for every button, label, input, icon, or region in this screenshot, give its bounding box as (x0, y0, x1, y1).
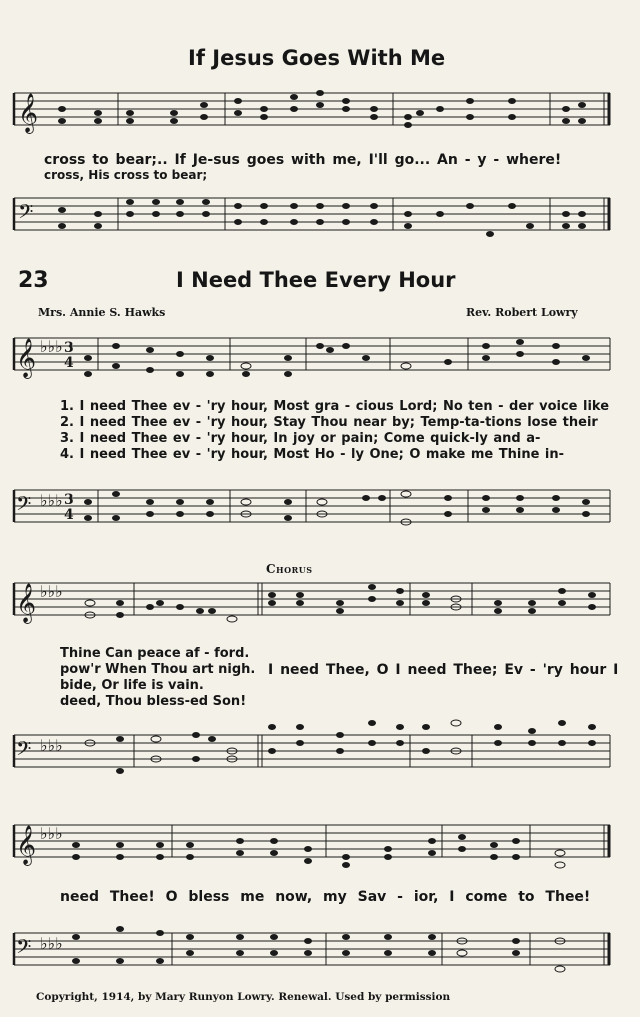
svg-text:𝄞: 𝄞 (16, 338, 37, 378)
verse2-line1: 2. I need Thee ev - 'ry hour, Stay Thou near by; Temp-ta-tions lose their (60, 415, 598, 430)
prev-hymn-lyric-line1: cross to bear;.. If Je-sus goes with me, I'll go... An - y - where! (44, 152, 562, 168)
hymn-title: I Need Thee Every Hour (176, 268, 456, 292)
svg-text:𝄞: 𝄞 (16, 825, 37, 865)
hymn-number: 23 (18, 268, 49, 293)
svg-text:♭♭♭: ♭♭♭ (40, 824, 63, 843)
verse2-line2: pow'r When Thou art nigh. (60, 662, 256, 677)
verse3-line2: bide, Or life is vain. (60, 678, 204, 693)
svg-text:♭♭♭: ♭♭♭ (40, 582, 63, 601)
prev-hymn-title: If Jesus Goes With Me (188, 46, 446, 70)
svg-text:4: 4 (64, 355, 74, 371)
chorus-line1: I need Thee, O I need Thee; Ev - 'ry hour I (268, 662, 619, 678)
prev-hymn-lyric-line2: cross, His cross to bear; (44, 168, 208, 182)
svg-text:𝄢: 𝄢 (16, 492, 32, 520)
svg-text:3: 3 (64, 492, 74, 508)
svg-text:♭♭♭: ♭♭♭ (40, 491, 63, 510)
verse4-line2: deed, Thou bless-ed Son! (60, 694, 247, 709)
hymn-author: Mrs. Annie S. Hawks (38, 306, 166, 319)
svg-text:𝄞: 𝄞 (16, 583, 37, 623)
verse4-line1: 4. I need Thee ev - 'ry hour, Most Ho - ly One; O make me Thine in- (60, 447, 565, 462)
svg-text:𝄢: 𝄢 (16, 935, 32, 963)
hymn-composer: Rev. Robert Lowry (466, 306, 578, 319)
svg-text:𝄢: 𝄢 (18, 200, 34, 228)
svg-text:3: 3 (64, 340, 74, 356)
verse1-line1: 1. I need Thee ev - 'ry hour, Most gra - cious Lord; No ten - der voice like (60, 399, 610, 414)
verse1-line2: Thine Can peace af - ford. (60, 646, 250, 661)
svg-text:♭♭♭: ♭♭♭ (40, 736, 63, 755)
chorus-label: Chorus (266, 562, 313, 576)
svg-text:♭♭♭: ♭♭♭ (40, 337, 63, 356)
svg-text:♭♭♭: ♭♭♭ (40, 934, 63, 953)
verse3-line1: 3. I need Thee ev - 'ry hour, In joy or pain; Come quick-ly and a- (60, 431, 541, 446)
chorus-line2: need Thee! O bless me now, my Sav - ior, I come to Thee! (60, 889, 591, 905)
copyright-notice: Copyright, 1914, by Mary Runyon Lowry. Renewal. Used by permission (36, 991, 451, 1003)
svg-text:𝄢: 𝄢 (16, 737, 32, 765)
svg-text:𝄞: 𝄞 (18, 93, 39, 133)
svg-text:4: 4 (64, 507, 74, 523)
